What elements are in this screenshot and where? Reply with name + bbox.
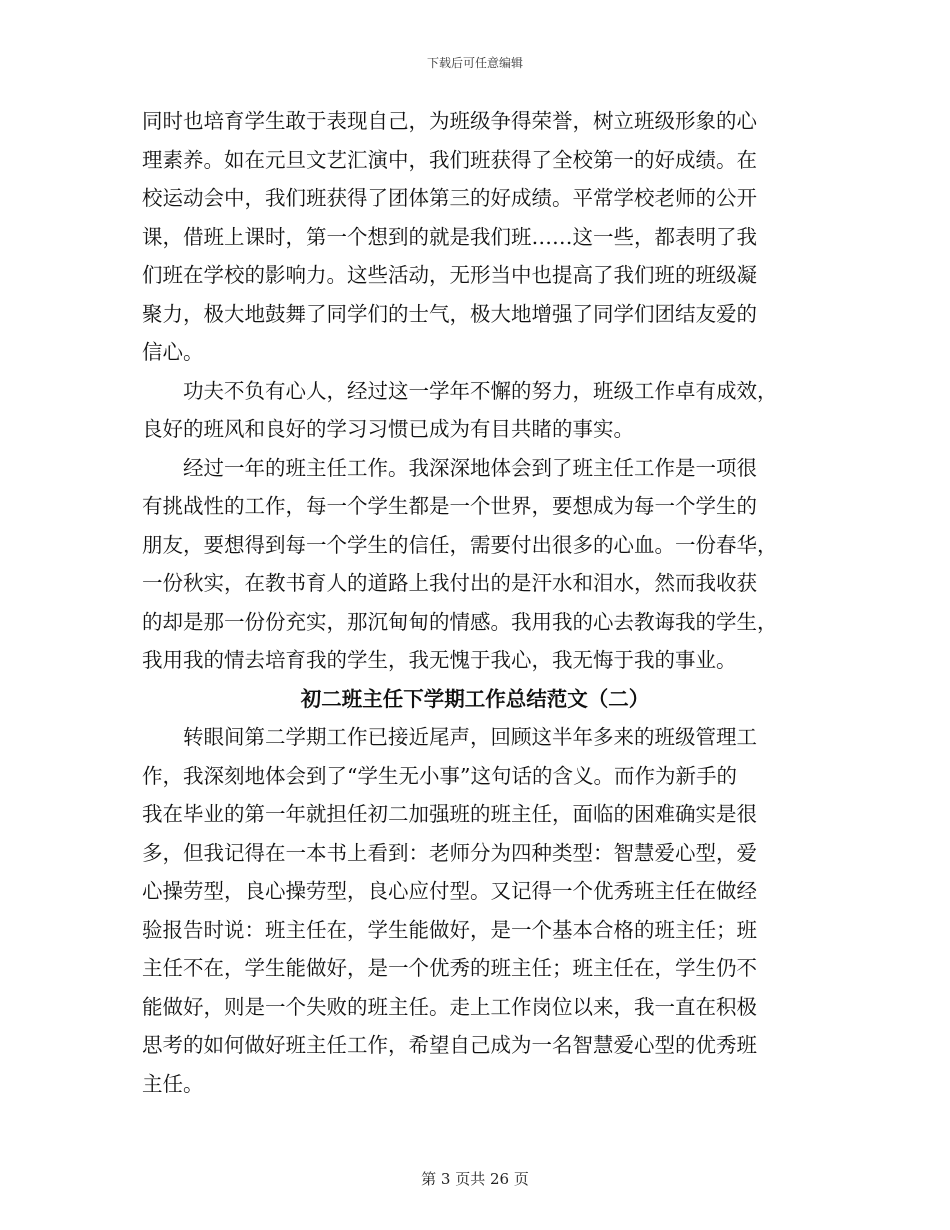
text-line: 作，我深刻地体会到了“学生无小事”这句话的含义。而作为新手的 — [142, 763, 737, 788]
text-line: 思考的如何做好班主任工作，希望自己成为一名智慧爱心型的优秀班 — [142, 1033, 757, 1057]
page-number: 第 3 页共 26 页 — [421, 1170, 529, 1188]
text-line: 的却是那一份份充实，那沉甸甸的情感。我用我的心去教诲我的学生， — [142, 609, 778, 634]
text-line: 校运动会中，我们班获得了团体第三的好成绩。平常学校老师的公开 — [142, 186, 757, 210]
text-line: 心操劳型，良心操劳型，良心应付型。又记得一个优秀班主任在做经 — [142, 879, 757, 903]
text-line: 经过一年的班主任工作。我深深地体会到了班主任工作是一项很 — [183, 455, 757, 480]
paragraph — [142, 718, 808, 1103]
text-line: 我用我的情去培育我的学生，我无愧于我心，我无悔于我的事业。 — [142, 648, 737, 672]
document-body — [142, 102, 808, 1103]
text-line: 能做好，则是一个失败的班主任。走上工作岗位以来，我一直在积极 — [142, 994, 757, 1019]
text-line: 课，借班上课时，第一个想到的就是我们班……这一些，都表明了我 — [142, 224, 757, 249]
text-line: 主任不在，学生能做好，是一个优秀的班主任；班主任在，学生仍不 — [142, 956, 757, 980]
text-line: 同时也培育学生敢于表现自己，为班级争得荣誉，树立班级形象的心 — [142, 109, 757, 133]
paragraph — [142, 449, 808, 680]
page-header: 下载后可任意编辑 — [426, 56, 523, 70]
text-line: 理素养。如在元旦文艺汇演中，我们班获得了全校第一的好成绩。在 — [142, 147, 757, 172]
text-line: 验报告时说：班主任在，学生能做好，是一个基本合格的班主任；班 — [142, 917, 757, 942]
title-text: 初二班主任下学期工作总结范文（二） — [300, 686, 650, 711]
paragraph — [142, 372, 808, 449]
text-line: 多，但我记得在一本书上看到：老师分为四种类型：智慧爱心型，爱 — [142, 840, 757, 865]
text-line: 主任。 — [142, 1071, 204, 1096]
text-line: 良好的班风和良好的学习习惯已成为有目共睹的事实。 — [142, 417, 634, 441]
text-line: 有挑战性的工作，每一个学生都是一个世界，要想成为每一个学生的 — [142, 494, 757, 518]
text-line: 朋友，要想得到每一个学生的信任，需要付出很多的心血。一份春华， — [142, 532, 778, 557]
text-line: 聚力，极大地鼓舞了同学们的士气，极大地增强了同学们团结友爱的 — [142, 301, 757, 326]
text-line: 一份秋实，在教书育人的道路上我付出的是汗水和泪水，然而我收获 — [142, 571, 757, 595]
text-line: 功夫不负有心人，经过这一学年不懈的努力，班级工作卓有成效， — [183, 378, 778, 403]
text-line: 信心。 — [142, 340, 204, 364]
text-line: 们班在学校的影响力。这些活动，无形当中也提高了我们班的班级凝 — [142, 263, 757, 287]
text-line: 我在毕业的第一年就担任初二加强班的班主任，面临的困难确实是很 — [142, 802, 757, 826]
section-title — [142, 680, 808, 719]
text-line: 转眼间第二学期工作已接近尾声，回顾这半年多来的班级管理工 — [183, 725, 757, 749]
paragraph — [142, 102, 808, 372]
